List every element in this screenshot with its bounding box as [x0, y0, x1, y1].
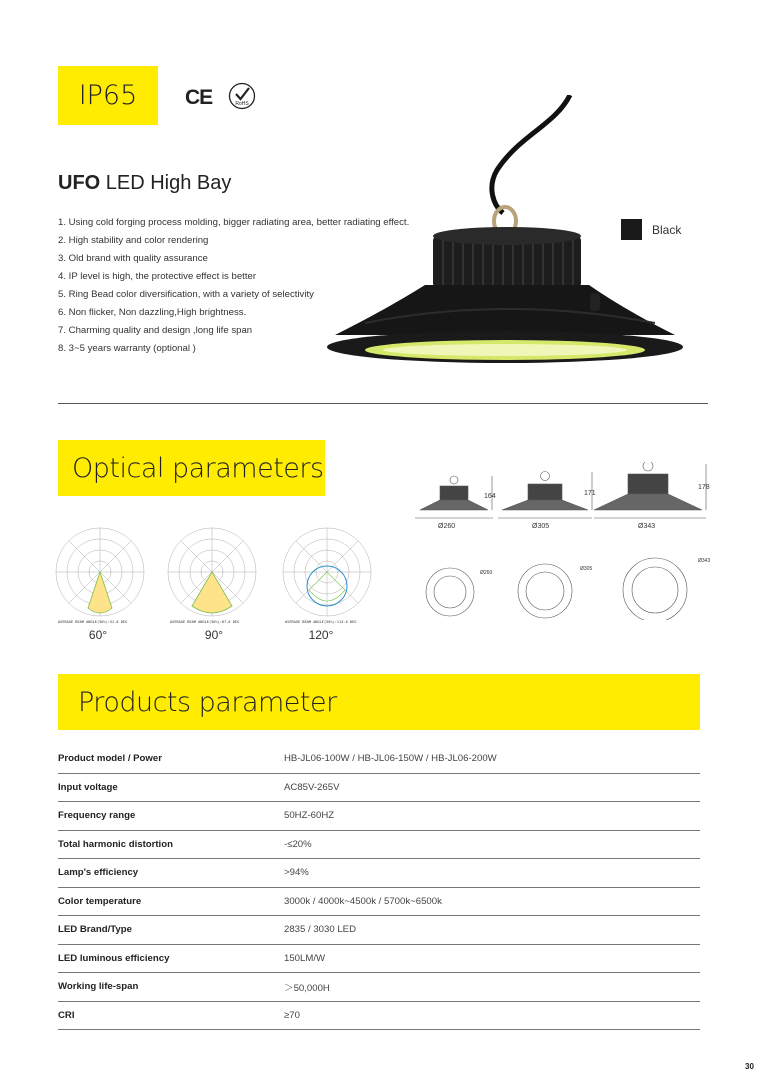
diameter-343: Ø343 [638, 523, 656, 530]
param-label: Color temperature [58, 895, 142, 907]
diameter-260: Ø260 [438, 523, 456, 530]
feature-item: 1. Using cold forging process molding, bigger radiating area, better radiating effect. [58, 217, 410, 228]
param-value: 150LM/W [284, 952, 326, 964]
products-parameter-heading [58, 674, 700, 730]
param-value: ＞50,000H [284, 982, 330, 994]
feature-item: 5. Ring Bead color diversification, with a variety of selectivity [58, 289, 314, 300]
param-label: Lamp's efficiency [58, 867, 139, 879]
polar-diagram-120 [275, 520, 387, 626]
rohs-text: RoHS [235, 101, 249, 107]
product-title-bold: UFO [58, 172, 101, 194]
param-value: AC85V-265V [284, 781, 340, 793]
table-row [58, 859, 700, 888]
param-value: 2835 / 3030 LED [284, 924, 357, 936]
polar-60-caption: AVERAGE BEAM ANGLE(50%):52.6 DEG [58, 620, 128, 624]
ip-rating-badge [58, 66, 158, 125]
polar-diagram-90 [160, 520, 272, 626]
param-label: LED Brand/Type [58, 924, 132, 936]
product-title [58, 172, 231, 195]
table-row [58, 888, 700, 917]
ip-rating-text: IP65 [78, 80, 138, 111]
optical-parameters-heading [58, 440, 325, 496]
black-color-swatch [621, 219, 642, 240]
optical-heading-text: Optical parameters [72, 452, 324, 484]
param-value: >94% [284, 867, 309, 879]
param-value: 3000k / 4000k~4500k / 5700k~6500k [284, 895, 442, 907]
param-label: CRI [58, 1009, 75, 1021]
top-diameter-260: Ø260 [480, 570, 493, 576]
beam-angle-60: 60° [88, 628, 108, 642]
param-value: ≥70 [284, 1009, 300, 1021]
param-label: Total harmonic distortion [58, 838, 173, 850]
table-row [58, 973, 700, 1002]
beam-angle-120: 120° [308, 628, 334, 642]
table-row [58, 802, 700, 831]
feature-item: 7. Charming quality and design ,long life span [58, 325, 253, 336]
polar-diagram-60 [48, 520, 160, 626]
section-divider [58, 403, 708, 404]
table-row [58, 1002, 700, 1031]
feature-item: 4. IP level is high, the protective effect is better [58, 271, 257, 282]
polar-120-caption: AVERAGE BEAM ANGLE(50%):114.6 DEG [285, 620, 357, 624]
top-diameter-343: Ø343 [698, 558, 711, 564]
page-number: 30 [745, 1062, 754, 1071]
height-171: 171 [584, 490, 596, 497]
table-row [58, 945, 700, 974]
height-164: 164 [484, 493, 496, 500]
feature-item: 6. Non flicker, Non dazzling,High brightness. [58, 307, 247, 318]
rohs-mark-icon [228, 82, 256, 110]
param-label: Input voltage [58, 781, 118, 793]
ce-mark-icon: CE [185, 86, 213, 109]
param-value: 50HZ-60HZ [284, 810, 335, 822]
table-row [58, 745, 700, 774]
products-heading-text: Products parameter [78, 686, 337, 718]
feature-item: 2. High stability and color rendering [58, 235, 209, 246]
table-row [58, 831, 700, 860]
diameter-305: Ø305 [532, 523, 550, 530]
table-row [58, 774, 700, 803]
param-value: -≤20% [284, 838, 312, 850]
polar-90-caption: AVERAGE BEAM ANGLE(50%):87.6 DEG [170, 620, 240, 624]
feature-item: 3. Old brand with quality assurance [58, 253, 208, 264]
param-label: LED luminous efficiency [58, 952, 170, 964]
feature-item: 8. 3~5 years warranty (optional ) [58, 343, 196, 354]
product-title-rest: LED High Bay [100, 172, 232, 194]
param-label: Working life-span [58, 981, 139, 993]
beam-angle-90: 90° [204, 628, 224, 642]
param-label: Product model / Power [58, 753, 162, 765]
table-row [58, 916, 700, 945]
top-diameter-305: Ø305 [580, 566, 593, 572]
parameter-table [58, 745, 700, 1030]
param-label: Frequency range [58, 810, 136, 822]
param-value: HB-JL06-100W / HB-JL06-150W / HB-JL06-200W [284, 753, 497, 765]
color-label: Black [652, 223, 682, 237]
height-178: 178 [698, 484, 710, 491]
dimension-drawings [410, 462, 725, 620]
